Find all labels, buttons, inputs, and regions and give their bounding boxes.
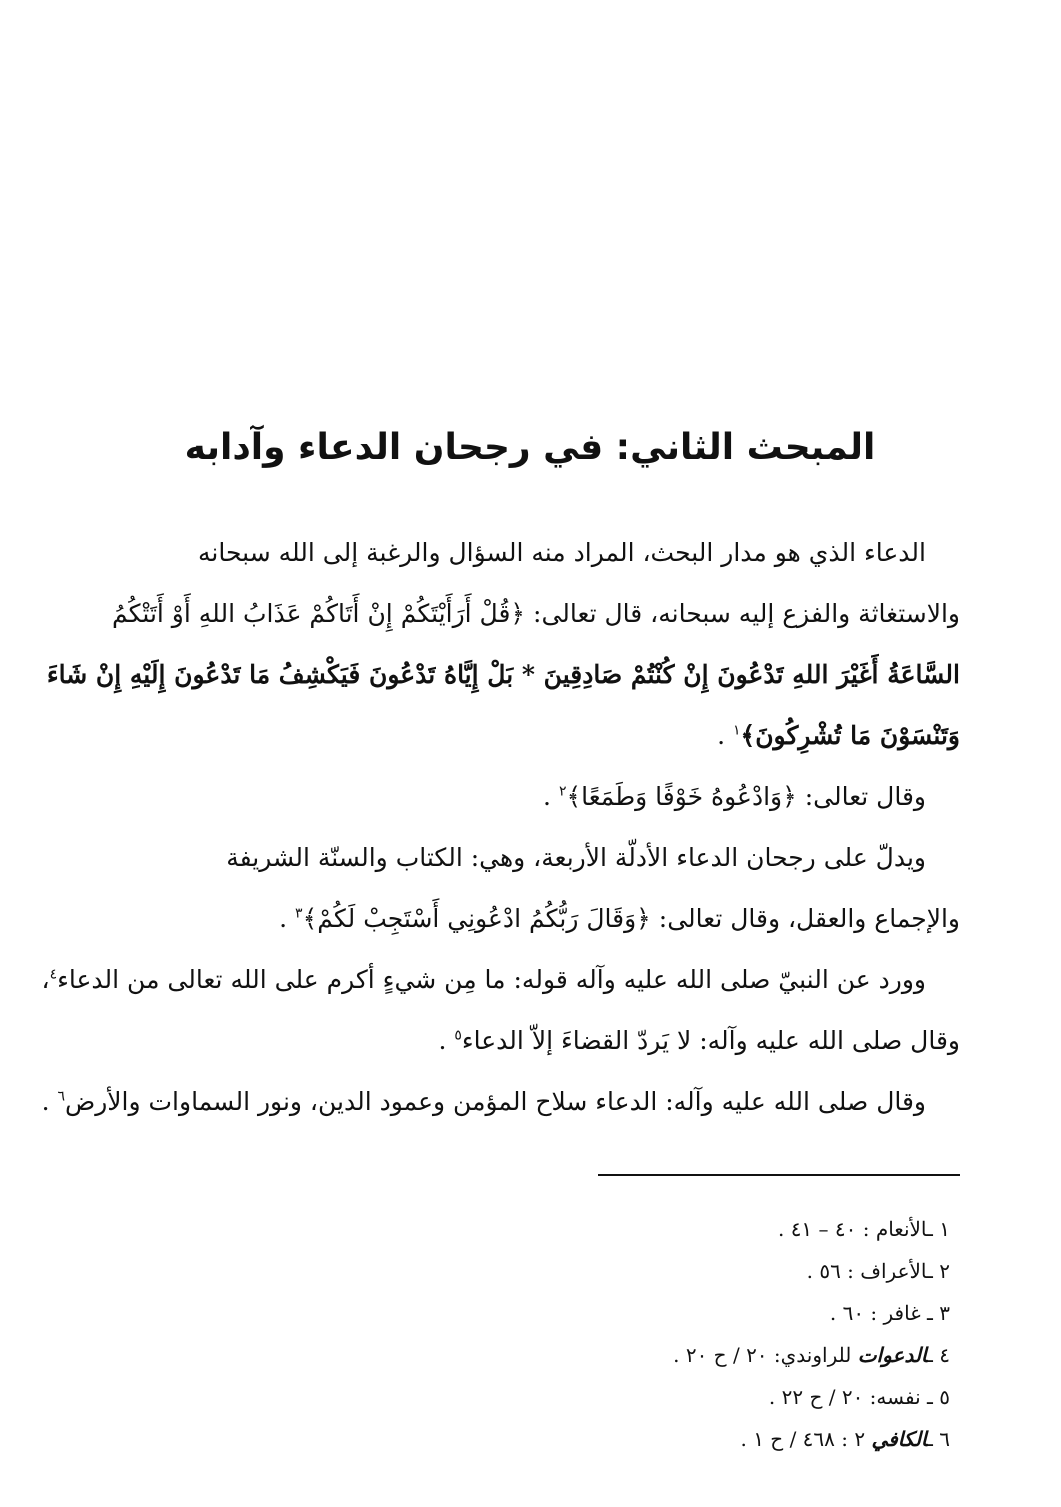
footnote-number: ٤ ـ bbox=[927, 1343, 950, 1367]
hadith-text: وقال صلى الله عليه وآله: الدعاء سلاح المؤمن وعمود الدين، ونور السماوات والأرض bbox=[65, 1087, 926, 1116]
footnote-text: الأنعام : ٤٠ – ٤١ . bbox=[777, 1217, 928, 1241]
paragraph-line bbox=[41, 949, 960, 1010]
footnote-number: ٥ ـ bbox=[927, 1385, 950, 1409]
sentence-end: . bbox=[717, 721, 734, 750]
footnote-item bbox=[500, 1292, 960, 1334]
main-text bbox=[41, 522, 960, 1132]
paragraph-line bbox=[41, 1071, 960, 1132]
footnote-ref[interactable]: ٢ bbox=[558, 783, 567, 800]
quran-verse: وَتَنْسَوْنَ مَا تُشْرِكُونَ﴾ bbox=[740, 721, 960, 750]
sentence-end: . bbox=[543, 782, 559, 811]
hadith-text: وورد عن النبيّ صلى الله عليه وآله قوله: ما مِن شيءٍ أكرم على الله تعالى من الدعاء bbox=[57, 965, 926, 994]
footnote-number: ١ ـ bbox=[927, 1217, 950, 1241]
footnote-text: للراوندي: ٢٠ / ح ٢٠ . bbox=[673, 1343, 852, 1367]
footnote-text: غافر : ٦٠ . bbox=[829, 1301, 921, 1325]
paragraph-line: والاستغاثة والفزع إليه سبحانه، قال تعالى: ﴿قُلْ أَرَأَيْتَكُمْ إِنْ أَتَاكُمْ عَذَابُ اللهِ أَوْ أَتَتْكُمُ bbox=[111, 599, 960, 628]
footnote-number: ٦ ـ bbox=[927, 1427, 950, 1451]
hadith-text: وقال صلى الله عليه وآله: لا يَردّ القضاءَ إلاّ الدعاء bbox=[461, 1026, 960, 1055]
paragraph-line bbox=[100, 888, 960, 949]
footnote-text: نفسه: ٢٠ / ح ٢٢ . bbox=[768, 1385, 921, 1409]
footnote-divider bbox=[598, 1174, 960, 1176]
footnote-ref[interactable]: ٣ bbox=[295, 905, 303, 922]
quran-verse: وقال تعالى: ﴿وَادْعُوهُ خَوْفًا وَطَمَعًا﴾ bbox=[566, 782, 926, 811]
footnote-text: الأعراف : ٥٦ . bbox=[806, 1259, 928, 1283]
sentence-end: . bbox=[41, 1087, 58, 1116]
footnote-item bbox=[500, 1208, 960, 1250]
footnote-item bbox=[500, 1250, 960, 1292]
footnote-ref[interactable]: ٦ bbox=[57, 1088, 65, 1105]
footnote-book-title: الدعوات bbox=[857, 1343, 928, 1367]
paragraph-line: السَّاعَةُ أَغَيْرَ اللهِ تَدْعُونَ إِنْ كُنْتُمْ صَادِقِينَ * بَلْ إِيَّاهُ تَدْعُونَ فَيَكْشِفُ مَا تَدْعُونَ إِلَيْهِ إِنْ شَاءَ bbox=[46, 660, 960, 689]
sentence-end: ، bbox=[41, 965, 50, 994]
sentence-end: . bbox=[438, 1026, 455, 1055]
footnote-ref[interactable]: ٤ bbox=[49, 966, 58, 983]
footnote-ref[interactable]: ٥ bbox=[454, 1027, 462, 1044]
paragraph-line bbox=[100, 705, 960, 766]
footnotes-list bbox=[500, 1208, 960, 1460]
footnote-text: ٢ : ٤٦٨ / ح ١ . bbox=[740, 1427, 866, 1451]
footnote-number: ٢ ـ bbox=[927, 1259, 950, 1283]
paragraph-line: الدعاء الذي هو مدار البحث، المراد منه السؤال والرغبة إلى الله سبحانه bbox=[198, 538, 926, 567]
paragraph-line: ويدلّ على رجحان الدعاء الأدلّة الأربعة، وهي: الكتاب والسنّة الشريفة bbox=[226, 843, 926, 872]
section-heading: المبحث الثاني: في رجحان الدعاء وآدابه bbox=[184, 427, 876, 468]
footnote-number: ٣ ـ bbox=[927, 1301, 950, 1325]
footnote-item bbox=[500, 1376, 960, 1418]
footnote-ref[interactable]: ١ bbox=[733, 722, 741, 739]
footnote-book-title: الكافي bbox=[871, 1427, 928, 1451]
paragraph-line bbox=[100, 766, 960, 827]
footnote-item bbox=[500, 1418, 960, 1460]
quran-verse: والإجماع والعقل، وقال تعالى: ﴿وَقَالَ رَبُّكُمُ ادْعُونِي أَسْتَجِبْ لَكُمْ﴾ bbox=[302, 904, 960, 933]
paragraph-line bbox=[100, 1010, 960, 1071]
footnote-item bbox=[500, 1334, 960, 1376]
sentence-end: . bbox=[279, 904, 296, 933]
